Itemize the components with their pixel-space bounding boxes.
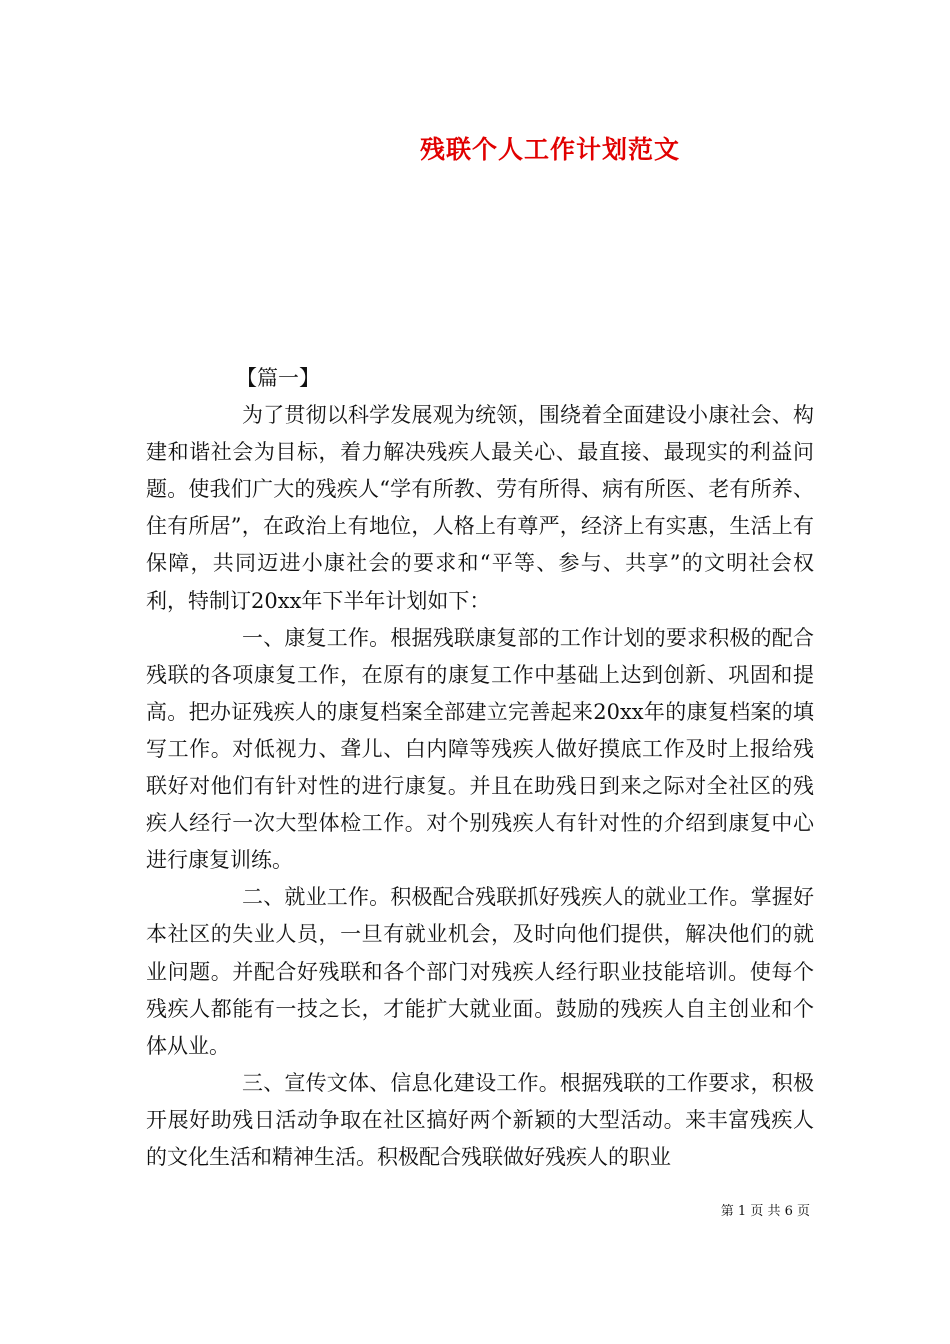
page-number-footer: 第 1 页 共 6 页 <box>720 1204 810 1219</box>
paragraph-publicity: 三、宣传文体、信息化建设工作。根据残联的工作要求，积极开展好助残日活动争取在社区搞好两个新颖的大型活动。来丰富残疾人的文化生活和精神生活。积极配合残联做好残疾人的职业 <box>146 1070 814 1169</box>
document-body <box>146 360 814 1176</box>
paragraph-rehabilitation: 一、康复工作。根据残联康复部的工作计划的要求积极的配合残联的各项康复工作，在原有的康复工作中基础上达到创新、巩固和提高。把办证残疾人的康复档案全部建立完善起来20xx年的康复档案的填写工作。对低视力、聋儿、白内障等残疾人做好摸底工作及时上报给残联好对他们有针对性的进行康复。并且在助残日到来之际对全社区的残疾人经行一次大型体检工作。对个别残疾人有针对性的介绍到康复中心进行康复训练。 <box>146 625 814 873</box>
document-title: 残联个人工作计划范文 <box>419 135 680 164</box>
paragraph-intro: 为了贯彻以科学发展观为统领，围绕着全面建设小康社会、构建和谐社会为目标，着力解决残疾人最关心、最直接、最现实的利益问题。使我们广大的残疾人“学有所教、劳有所得、病有所医、老有所养、住有所居”，在政治上有地位，人格上有尊严，经济上有实惠，生活上有保障，共同迈进小康社会的要求和“平等、参与、共享”的文明社会权利，特制订20xx年下半年计划如下： <box>146 403 814 613</box>
section-label: 【篇一】 <box>236 366 320 390</box>
paragraph-employment: 二、就业工作。积极配合残联抓好残疾人的就业工作。掌握好本社区的失业人员，一旦有就业机会，及时向他们提供，解决他们的就业问题。并配合好残联和各个部门对残疾人经行职业技能培训。使每个残疾人都能有一技之长，才能扩大就业面。鼓励的残疾人自主创业和个体从业。 <box>146 885 814 1058</box>
